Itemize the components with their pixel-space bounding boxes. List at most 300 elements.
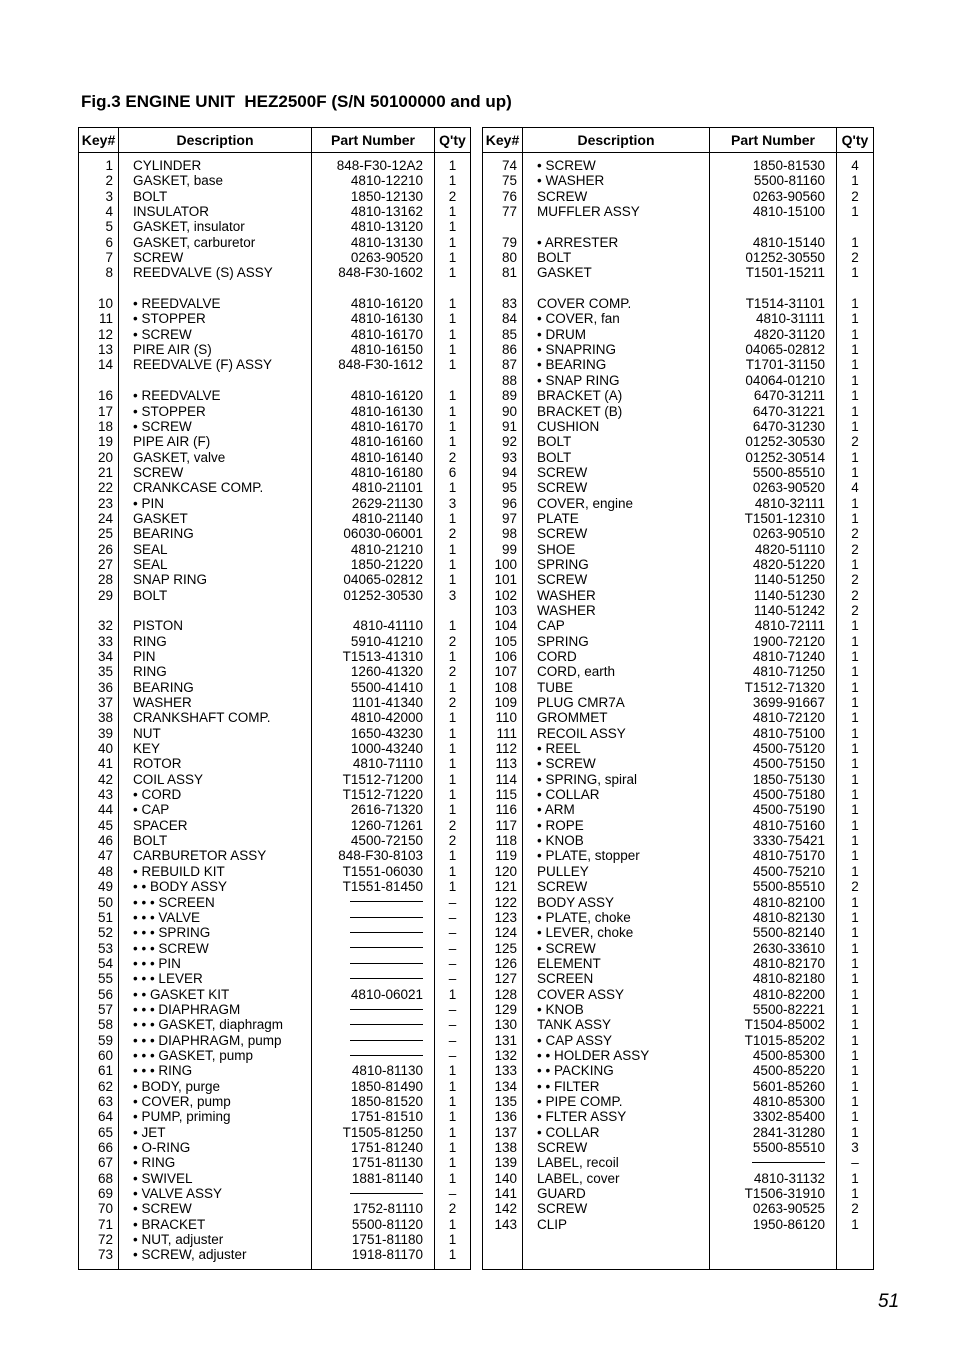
table-row [79, 419, 471, 434]
description-cell: • COLLAR [523, 787, 710, 802]
part-number-cell: 06030-06001 [312, 526, 435, 541]
description-cell: BEARING [119, 680, 312, 695]
qty-cell: 1 [837, 1125, 874, 1140]
qty-cell: – [435, 971, 471, 986]
table-row [79, 664, 471, 679]
table-row [483, 357, 874, 372]
description-cell: CUSHION [523, 419, 710, 434]
qty-cell: 1 [435, 1232, 471, 1247]
description-cell: SPACER [119, 818, 312, 833]
part-number-cell: 4500-85300 [710, 1048, 837, 1063]
qty-cell: 1 [837, 710, 874, 725]
part-number-cell: 1140-51250 [710, 572, 837, 587]
part-number-cell: 4810-75160 [710, 818, 837, 833]
key-cell: 22 [79, 480, 119, 495]
description-cell: LABEL, cover [523, 1171, 710, 1186]
table-row [79, 941, 471, 956]
key-cell: 108 [483, 680, 523, 695]
qty-cell: 1 [837, 235, 874, 250]
qty-cell: 1 [837, 1186, 874, 1201]
qty-cell: 4 [837, 153, 874, 174]
description-cell: • SNAP RING [523, 373, 710, 388]
description-cell: LABEL, recoil [523, 1155, 710, 1170]
description-cell: • FLTER ASSY [523, 1109, 710, 1124]
qty-cell: 1 [435, 879, 471, 894]
qty-cell: 1 [837, 373, 874, 388]
part-number-cell: 04064-01210 [710, 373, 837, 388]
table-row [483, 925, 874, 940]
table-row [79, 557, 471, 572]
key-cell: 130 [483, 1017, 523, 1032]
part-number-cell [312, 956, 435, 971]
description-cell: SCREW [523, 1140, 710, 1155]
qty-cell: 1 [435, 557, 471, 572]
part-number-cell [710, 219, 837, 234]
key-cell: 1 [79, 153, 119, 174]
key-cell: 14 [79, 357, 119, 372]
key-cell: 16 [79, 388, 119, 403]
description-cell: • • • VALVE [119, 910, 312, 925]
part-number-cell: 1650-43230 [312, 726, 435, 741]
key-cell: 23 [79, 496, 119, 511]
description-cell: • • • SCREW [119, 941, 312, 956]
key-cell: 142 [483, 1201, 523, 1216]
part-number-cell: 4810-16140 [312, 450, 435, 465]
part-number-cell: 4500-75210 [710, 864, 837, 879]
part-number-cell: 1850-75130 [710, 772, 837, 787]
part-number-cell: 4810-16180 [312, 465, 435, 480]
part-number-cell: 2616-71320 [312, 802, 435, 817]
description-cell: TANK ASSY [523, 1017, 710, 1032]
description-cell: • BODY, purge [119, 1079, 312, 1094]
qty-cell: 1 [837, 265, 874, 280]
qty-cell: 1 [837, 956, 874, 971]
qty-cell: 1 [837, 772, 874, 787]
table-row [79, 1017, 471, 1032]
table-row [483, 342, 874, 357]
key-cell: 104 [483, 618, 523, 633]
qty-cell: 1 [435, 480, 471, 495]
part-number-cell: 4500-75120 [710, 741, 837, 756]
qty-cell: 4 [837, 480, 874, 495]
description-cell: COVER ASSY [523, 987, 710, 1002]
key-cell: 13 [79, 342, 119, 357]
qty-cell: 1 [435, 1109, 471, 1124]
description-cell: CORD [523, 649, 710, 664]
key-cell: 74 [483, 153, 523, 174]
table-row [79, 173, 471, 188]
qty-cell: 1 [837, 726, 874, 741]
table-row [79, 618, 471, 633]
description-cell: RING [119, 664, 312, 679]
key-cell: 107 [483, 664, 523, 679]
qty-cell: 1 [837, 1171, 874, 1186]
part-number-cell: 4810-21210 [312, 542, 435, 557]
table-row [79, 879, 471, 894]
description-cell: CYLINDER [119, 153, 312, 174]
qty-cell: 1 [435, 618, 471, 633]
key-cell: 28 [79, 572, 119, 587]
part-number-cell: 5910-41210 [312, 634, 435, 649]
table-row [483, 787, 874, 802]
qty-cell: 1 [837, 311, 874, 326]
table-row [79, 153, 471, 174]
part-number-cell [710, 281, 837, 296]
part-number-cell: 4500-75190 [710, 802, 837, 817]
description-cell: • • BODY ASSY [119, 879, 312, 894]
description-cell: • RING [119, 1155, 312, 1170]
table-header [483, 128, 874, 153]
table-row [483, 1201, 874, 1216]
table-row [79, 526, 471, 541]
description-cell: SHOE [523, 542, 710, 557]
description-cell: BOLT [523, 434, 710, 449]
part-number-cell [312, 373, 435, 388]
qty-cell: 1 [435, 1155, 471, 1170]
part-number-cell: 4810-42000 [312, 710, 435, 725]
qty-cell: 3 [435, 496, 471, 511]
part-number-cell: 4810-13130 [312, 235, 435, 250]
description-cell: • CAP ASSY [523, 1033, 710, 1048]
part-number-cell: 01252-30550 [710, 250, 837, 265]
qty-cell: – [435, 1186, 471, 1201]
table-row [483, 971, 874, 986]
column-header-qty: Q'ty [435, 128, 471, 153]
description-cell: • O-RING [119, 1140, 312, 1155]
table-row [483, 250, 874, 265]
key-cell: 42 [79, 772, 119, 787]
key-cell: 77 [483, 204, 523, 219]
table-row [79, 1125, 471, 1140]
description-cell: • PUMP, priming [119, 1109, 312, 1124]
part-number-cell [710, 1155, 837, 1170]
description-cell: • • PACKING [523, 1063, 710, 1078]
table-row [483, 741, 874, 756]
part-number-cell: 848-F30-1602 [312, 265, 435, 280]
table-row [483, 311, 874, 326]
qty-cell: 1 [837, 818, 874, 833]
part-number-cell: 0263-90520 [710, 480, 837, 495]
description-cell: CORD, earth [523, 664, 710, 679]
key-cell: 112 [483, 741, 523, 756]
part-number-cell: 3302-85400 [710, 1109, 837, 1124]
key-cell: 64 [79, 1109, 119, 1124]
key-cell: 120 [483, 864, 523, 879]
key-cell: 111 [483, 726, 523, 741]
description-cell: • REEDVALVE [119, 296, 312, 311]
description-cell: SCREW [523, 480, 710, 495]
table-row [483, 833, 874, 848]
description-cell: • ROPE [523, 818, 710, 833]
key-cell: 86 [483, 342, 523, 357]
key-cell: 110 [483, 710, 523, 725]
qty-cell: 1 [435, 1140, 471, 1155]
key-cell: 68 [79, 1171, 119, 1186]
qty-cell: 2 [435, 634, 471, 649]
qty-cell: 1 [837, 450, 874, 465]
table-row [483, 1155, 874, 1170]
description-cell: • • • PIN [119, 956, 312, 971]
table-row [79, 1171, 471, 1186]
qty-cell: 1 [837, 680, 874, 695]
qty-cell: 1 [435, 327, 471, 342]
key-cell: 100 [483, 557, 523, 572]
part-number-cell: 1918-81170 [312, 1247, 435, 1269]
key-cell: 34 [79, 649, 119, 664]
table-row [483, 1125, 874, 1140]
table-row [79, 572, 471, 587]
description-cell: SCREW [523, 572, 710, 587]
key-cell: 7 [79, 250, 119, 265]
key-cell: 19 [79, 434, 119, 449]
description-cell: COVER COMP. [523, 296, 710, 311]
qty-cell: 1 [435, 250, 471, 265]
key-cell: 55 [79, 971, 119, 986]
key-cell: 118 [483, 833, 523, 848]
part-number-dash [350, 917, 423, 918]
key-cell: 10 [79, 296, 119, 311]
table-row [483, 588, 874, 603]
description-cell: BODY ASSY [523, 895, 710, 910]
qty-cell: 6 [435, 465, 471, 480]
qty-cell: 1 [837, 941, 874, 956]
table-row [79, 1247, 471, 1269]
description-cell: • • • DIAPHRAGM, pump [119, 1033, 312, 1048]
qty-cell: 1 [435, 741, 471, 756]
description-cell: • PIPE COMP. [523, 1094, 710, 1109]
key-cell: 135 [483, 1094, 523, 1109]
key-cell: 38 [79, 710, 119, 725]
part-number-cell: T1506-31910 [710, 1186, 837, 1201]
table-row [483, 219, 874, 234]
description-cell: PIRE AIR (S) [119, 342, 312, 357]
part-number-cell: 1850-12130 [312, 189, 435, 204]
part-number-cell: 0263-90525 [710, 1201, 837, 1216]
description-cell: • DRUM [523, 327, 710, 342]
part-number-cell: T1551-81450 [312, 879, 435, 894]
table-row [483, 296, 874, 311]
key-cell: 18 [79, 419, 119, 434]
table-row [79, 1109, 471, 1124]
table-row [483, 956, 874, 971]
table-row [483, 235, 874, 250]
part-number-cell: 4810-71110 [312, 756, 435, 771]
description-cell: • SPRING, spiral [523, 772, 710, 787]
qty-cell: 1 [435, 204, 471, 219]
table-row [483, 649, 874, 664]
description-cell [119, 281, 312, 296]
table-row [79, 680, 471, 695]
part-number-cell: 1101-41340 [312, 695, 435, 710]
table-row [483, 1048, 874, 1063]
key-cell: 117 [483, 818, 523, 833]
description-cell: • SNAPRING [523, 342, 710, 357]
key-cell [79, 373, 119, 388]
table-row [79, 772, 471, 787]
qty-cell: 2 [435, 818, 471, 833]
key-cell: 119 [483, 848, 523, 863]
description-cell: ELEMENT [523, 956, 710, 971]
part-number-cell: 01252-30530 [312, 588, 435, 603]
key-cell: 113 [483, 756, 523, 771]
qty-cell: 2 [837, 572, 874, 587]
key-cell: 98 [483, 526, 523, 541]
part-number-cell: 4810-15140 [710, 235, 837, 250]
table-row [79, 1094, 471, 1109]
qty-cell: 1 [435, 987, 471, 1002]
key-cell: 50 [79, 895, 119, 910]
part-number-cell: 5500-82140 [710, 925, 837, 940]
table-row [79, 250, 471, 265]
part-number-cell: 1751-81240 [312, 1140, 435, 1155]
part-number-cell: 0263-90510 [710, 526, 837, 541]
key-cell: 125 [483, 941, 523, 956]
table-row [483, 173, 874, 188]
table-row [79, 311, 471, 326]
qty-cell: – [435, 925, 471, 940]
description-cell: SEAL [119, 557, 312, 572]
part-number-cell [312, 1017, 435, 1032]
key-cell: 136 [483, 1109, 523, 1124]
part-number-cell: 5500-85510 [710, 465, 837, 480]
qty-cell: 1 [837, 296, 874, 311]
qty-cell [435, 373, 471, 388]
qty-cell: 1 [435, 404, 471, 419]
key-cell: 101 [483, 572, 523, 587]
description-cell: BOLT [119, 189, 312, 204]
qty-cell: 1 [837, 1033, 874, 1048]
qty-cell: 1 [837, 388, 874, 403]
description-cell: SCREW [523, 189, 710, 204]
description-cell: SCREW [523, 879, 710, 894]
key-cell: 103 [483, 603, 523, 618]
key-cell: 80 [483, 250, 523, 265]
key-cell: 88 [483, 373, 523, 388]
parts-list-right [483, 153, 874, 1270]
qty-cell: 2 [837, 526, 874, 541]
description-cell: • SCREW [523, 153, 710, 174]
column-header-key: Key# [483, 128, 523, 153]
part-number-cell: 4810-21140 [312, 511, 435, 526]
key-cell: 71 [79, 1217, 119, 1232]
description-cell: • CAP [119, 802, 312, 817]
part-number-cell: T1505-81250 [312, 1125, 435, 1140]
description-cell: GROMMET [523, 710, 710, 725]
table-row [79, 1033, 471, 1048]
qty-cell: 1 [435, 1247, 471, 1269]
key-cell: 3 [79, 189, 119, 204]
description-cell: • REBUILD KIT [119, 864, 312, 879]
table-row [79, 848, 471, 863]
key-cell: 25 [79, 526, 119, 541]
qty-cell: 1 [435, 388, 471, 403]
qty-cell: 2 [837, 1201, 874, 1216]
part-number-cell: 4810-72111 [710, 618, 837, 633]
description-cell: • SCREW [119, 327, 312, 342]
description-cell: REEDVALVE (F) ASSY [119, 357, 312, 372]
description-cell: • SCREW [119, 1201, 312, 1216]
column-header-part-number: Part Number [710, 128, 837, 153]
key-cell: 95 [483, 480, 523, 495]
page-number: 51 [878, 1291, 900, 1312]
qty-cell: – [435, 1002, 471, 1017]
description-cell: PLATE [523, 511, 710, 526]
part-number-cell: 4820-51110 [710, 542, 837, 557]
table-row [483, 1217, 874, 1232]
key-cell: 41 [79, 756, 119, 771]
description-cell: WASHER [523, 588, 710, 603]
part-number-cell: 4810-82180 [710, 971, 837, 986]
parts-table-right [482, 127, 874, 1270]
part-number-cell: 4810-13120 [312, 219, 435, 234]
description-cell: • • • SCREEN [119, 895, 312, 910]
key-cell: 97 [483, 511, 523, 526]
part-number-cell: 5500-85510 [710, 1140, 837, 1155]
qty-cell: 2 [837, 434, 874, 449]
key-cell: 59 [79, 1033, 119, 1048]
key-cell: 57 [79, 1002, 119, 1017]
key-cell: 137 [483, 1125, 523, 1140]
qty-cell: 1 [837, 695, 874, 710]
description-cell: PLUG CMR7A [523, 695, 710, 710]
part-number-cell: 1950-86120 [710, 1217, 837, 1232]
table-row [79, 1079, 471, 1094]
table-row [483, 434, 874, 449]
key-cell: 143 [483, 1217, 523, 1232]
qty-cell: 2 [837, 542, 874, 557]
key-cell [79, 603, 119, 618]
table-row [483, 848, 874, 863]
part-number-cell: 0263-90520 [312, 250, 435, 265]
key-cell: 105 [483, 634, 523, 649]
key-cell: 79 [483, 235, 523, 250]
part-number-cell: 3699-91667 [710, 695, 837, 710]
part-number-cell: 5500-81120 [312, 1217, 435, 1232]
description-cell: PIN [119, 649, 312, 664]
key-cell [483, 1247, 523, 1269]
description-cell: • • • GASKET, diaphragm [119, 1017, 312, 1032]
part-number-cell: T1512-71220 [312, 787, 435, 802]
table-row [79, 818, 471, 833]
table-row [79, 373, 471, 388]
table-row [79, 296, 471, 311]
part-number-cell: 4500-72150 [312, 833, 435, 848]
description-cell: • VALVE ASSY [119, 1186, 312, 1201]
description-cell: RING [119, 634, 312, 649]
key-cell: 21 [79, 465, 119, 480]
part-number-cell: 1850-21220 [312, 557, 435, 572]
part-number-cell: T1512-71320 [710, 680, 837, 695]
description-cell: • SCREW, adjuster [119, 1247, 312, 1269]
key-cell: 90 [483, 404, 523, 419]
key-cell: 84 [483, 311, 523, 326]
key-cell: 70 [79, 1201, 119, 1216]
qty-cell: 2 [435, 450, 471, 465]
key-cell: 123 [483, 910, 523, 925]
table-row [483, 603, 874, 618]
part-number-cell: 2629-21130 [312, 496, 435, 511]
part-number-cell: 1900-72120 [710, 634, 837, 649]
qty-cell: 1 [837, 419, 874, 434]
key-cell: 56 [79, 987, 119, 1002]
description-cell: • KNOB [523, 833, 710, 848]
key-cell: 45 [79, 818, 119, 833]
part-number-cell [312, 910, 435, 925]
qty-cell: 1 [435, 1171, 471, 1186]
key-cell: 8 [79, 265, 119, 280]
key-cell: 129 [483, 1002, 523, 1017]
qty-cell: 1 [837, 895, 874, 910]
